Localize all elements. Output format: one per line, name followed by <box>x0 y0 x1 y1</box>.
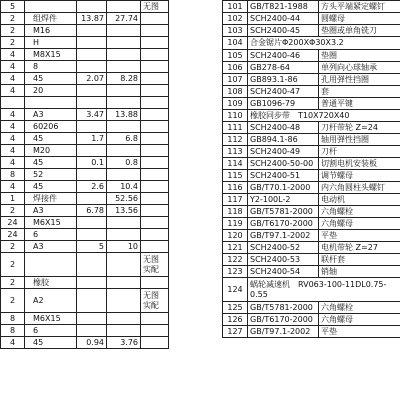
item-name-cell: 垫圈或单角铣刀 <box>319 25 400 37</box>
table-row <box>1 25 169 37</box>
table-cell: 8 <box>1 313 25 325</box>
item-name-cell: 孔用弹性挡圈 <box>319 74 400 86</box>
item-code-cell: GB894.1-86 <box>248 134 319 146</box>
item-number-cell: 113 <box>223 146 248 158</box>
item-number-cell: 112 <box>223 134 248 146</box>
table-cell <box>107 289 141 313</box>
table-cell <box>77 253 107 277</box>
table-cell: 2 <box>1 25 25 37</box>
table-cell: 2 <box>1 289 25 313</box>
item-code-cell: GB278-64 <box>248 62 319 74</box>
table-cell <box>77 37 107 49</box>
table-cell: 4 <box>1 121 25 133</box>
item-name-cell: 垫圈 <box>319 50 400 62</box>
table-cell <box>141 109 169 121</box>
table-cell: 24 <box>1 217 25 229</box>
table-row <box>1 229 169 241</box>
item-name-cell: 六角螺栓 <box>319 206 400 218</box>
table-cell: 2 <box>1 205 25 217</box>
table-cell: 5 <box>1 1 25 13</box>
table-cell: M6X15 <box>25 313 77 325</box>
table-cell: 27.74 <box>107 13 141 25</box>
table-row <box>1 1 169 13</box>
table-row <box>1 313 169 325</box>
table-cell: 1 <box>1 193 25 205</box>
table-cell: 10 <box>107 241 141 253</box>
table-row <box>223 122 400 134</box>
table-row <box>223 134 400 146</box>
item-name-cell: 六角螺栓 <box>319 302 400 314</box>
table-cell <box>141 25 169 37</box>
table-row <box>223 50 400 62</box>
table-row <box>223 326 400 338</box>
table-cell: 6 <box>25 229 77 241</box>
table-row <box>1 133 169 145</box>
table-cell <box>107 229 141 241</box>
table-row <box>1 13 169 25</box>
table-cell: 4 <box>1 337 25 349</box>
item-name-cell: 六角螺母 <box>319 218 400 230</box>
item-number-cell: 117 <box>223 194 248 206</box>
table-cell <box>141 277 169 289</box>
parts-list-table <box>222 0 400 338</box>
item-code-cell: GB/T821-1988 <box>248 1 319 13</box>
table-row <box>223 194 400 206</box>
item-code-cell: SCH2400-48 <box>248 122 319 134</box>
table-cell: 4 <box>1 181 25 193</box>
table-row <box>1 337 169 349</box>
item-name-cell: 电机带轮 Z=27 <box>319 242 400 254</box>
table-row <box>1 73 169 85</box>
table-cell: 2 <box>1 277 25 289</box>
item-code-cell: GB/T5781-2000 <box>248 302 319 314</box>
table-cell <box>77 325 107 337</box>
table-row <box>223 218 400 230</box>
item-code-cell: SCH2400-45 <box>248 25 319 37</box>
table-cell <box>1 97 25 109</box>
item-code-cell: GB1096-79 <box>248 98 319 110</box>
table-row <box>223 98 400 110</box>
table-row <box>1 205 169 217</box>
item-name-cell: 轴用弹性挡圈 <box>319 134 400 146</box>
item-number-cell: 121 <box>223 242 248 254</box>
table-row <box>223 62 400 74</box>
table-cell <box>107 145 141 157</box>
item-name-cell: 方头平端紧定螺钉 <box>319 1 400 13</box>
parts-weight-table <box>0 0 169 349</box>
item-number-cell: 123 <box>223 266 248 278</box>
table-cell: 45 <box>25 181 77 193</box>
item-code-cell: GB893.1-86 <box>248 74 319 86</box>
item-number-cell: 122 <box>223 254 248 266</box>
item-code-cell: SCH2400-54 <box>248 266 319 278</box>
table-cell <box>107 61 141 73</box>
table-cell <box>77 217 107 229</box>
item-number-cell: 125 <box>223 302 248 314</box>
table-cell: 组焊件 <box>25 13 77 25</box>
item-number-cell: 120 <box>223 230 248 242</box>
item-code-cell: GB/T97.1-2002 <box>248 230 319 242</box>
table-row <box>1 241 169 253</box>
item-name-cell: 六角螺母 <box>319 314 400 326</box>
table-cell: 3.76 <box>107 337 141 349</box>
table-cell <box>141 205 169 217</box>
table-cell <box>77 1 107 13</box>
table-cell <box>107 325 141 337</box>
table-cell: 2.6 <box>77 181 107 193</box>
table-cell: 焊接件 <box>25 193 77 205</box>
table-cell <box>141 313 169 325</box>
table-row <box>1 49 169 61</box>
table-cell <box>141 325 169 337</box>
table-cell: 4 <box>1 109 25 121</box>
table-cell: 45 <box>25 337 77 349</box>
table-cell <box>25 1 77 13</box>
item-name-cell: 电动机 <box>319 194 400 206</box>
item-code-cell: Y2-100L-2 <box>248 194 319 206</box>
item-number-cell: 116 <box>223 182 248 194</box>
table-cell: 13.88 <box>107 109 141 121</box>
table-cell: A2 <box>25 289 77 313</box>
item-code-cell: GB/T70.1-2000 <box>248 182 319 194</box>
table-cell: 6.8 <box>107 133 141 145</box>
table-row <box>1 85 169 97</box>
table-cell <box>141 61 169 73</box>
table-cell <box>141 49 169 61</box>
table-row <box>223 74 400 86</box>
table-cell <box>141 181 169 193</box>
table-cell <box>141 85 169 97</box>
table-cell: 5 <box>77 241 107 253</box>
item-code-cell: GB/T6170-2000 <box>248 314 319 326</box>
table-cell <box>141 193 169 205</box>
table-cell: 2.07 <box>77 73 107 85</box>
table-row <box>1 145 169 157</box>
table-cell: A3 <box>25 241 77 253</box>
table-cell <box>141 121 169 133</box>
table-row <box>223 266 400 278</box>
table-cell: 0.94 <box>77 337 107 349</box>
table-row <box>223 242 400 254</box>
table-cell: 8 <box>1 169 25 181</box>
table-cell <box>141 13 169 25</box>
table-cell: 4 <box>1 85 25 97</box>
table-row <box>1 169 169 181</box>
table-cell <box>107 97 141 109</box>
table-cell: A3 <box>25 109 77 121</box>
item-description-cell: 蜗轮减速机 RV063-100-11DL0.75-0.55 <box>248 278 400 302</box>
table-cell <box>77 121 107 133</box>
table-row <box>1 181 169 193</box>
item-name-cell: 单列向心球轴承 <box>319 62 400 74</box>
item-number-cell: 119 <box>223 218 248 230</box>
item-name-cell: 调节螺母 <box>319 170 400 182</box>
table-cell: 2 <box>1 13 25 25</box>
table-row <box>223 37 400 50</box>
item-number-cell: 118 <box>223 206 248 218</box>
item-name-cell: 刀杆 <box>319 146 400 158</box>
table-cell: 8 <box>1 325 25 337</box>
item-number-cell: 107 <box>223 74 248 86</box>
item-code-cell: GB/T5781-2000 <box>248 206 319 218</box>
table-cell <box>25 253 77 277</box>
table-row <box>1 121 169 133</box>
table-row <box>1 109 169 121</box>
table-cell: 45 <box>25 157 77 169</box>
item-code-cell: GB/T97.1-2002 <box>248 326 319 338</box>
table-cell: 52.56 <box>107 193 141 205</box>
item-name-cell: 销轴 <box>319 266 400 278</box>
table-cell <box>107 121 141 133</box>
item-number-cell: 110 <box>223 110 248 122</box>
table-cell <box>141 229 169 241</box>
item-number-cell: 114 <box>223 158 248 170</box>
table-row <box>1 97 169 109</box>
table-cell: 4 <box>1 49 25 61</box>
table-row <box>223 1 400 13</box>
item-name-cell: 平垫 <box>319 326 400 338</box>
table-cell: 60206 <box>25 121 77 133</box>
item-description-cell: 合金锯片Φ200XΦ30X3.2 <box>248 37 400 50</box>
table-cell: 4 <box>1 61 25 73</box>
item-number-cell: 109 <box>223 98 248 110</box>
item-number-cell: 104 <box>223 37 248 50</box>
table-row <box>1 61 169 73</box>
item-name-cell: 切割电机安装板 <box>319 158 400 170</box>
table-cell <box>141 97 169 109</box>
table-row <box>223 146 400 158</box>
item-code-cell: SCH2400-47 <box>248 86 319 98</box>
table-cell: 2 <box>1 37 25 49</box>
table-cell <box>77 85 107 97</box>
table-row <box>1 217 169 229</box>
table-cell <box>107 277 141 289</box>
table-cell: 3.47 <box>77 109 107 121</box>
table-row <box>223 206 400 218</box>
table-cell <box>141 133 169 145</box>
item-number-cell: 102 <box>223 13 248 25</box>
table-cell <box>141 217 169 229</box>
table-cell <box>77 97 107 109</box>
table-row <box>223 314 400 326</box>
table-cell <box>107 1 141 13</box>
item-code-cell: SCH2400-49 <box>248 146 319 158</box>
item-name-cell: 内六角圆柱头螺钉 <box>319 182 400 194</box>
item-number-cell: 101 <box>223 1 248 13</box>
table-cell: 4 <box>1 133 25 145</box>
table-cell <box>141 73 169 85</box>
item-description-cell: 橡胶同步带 T10X720X40 <box>248 110 400 122</box>
table-row <box>1 253 169 277</box>
table-cell <box>141 241 169 253</box>
item-code-cell: SCH2400-51 <box>248 170 319 182</box>
item-name-cell: 平垫 <box>319 230 400 242</box>
table-row <box>1 289 169 313</box>
item-name-cell: 普通平键 <box>319 98 400 110</box>
table-cell: 4 <box>1 145 25 157</box>
table-cell <box>107 85 141 97</box>
table-cell: 52 <box>25 169 77 181</box>
table-row <box>223 278 400 302</box>
table-row <box>223 25 400 37</box>
table-cell <box>77 25 107 37</box>
item-code-cell: GB/T6170-2000 <box>248 218 319 230</box>
item-number-cell: 106 <box>223 62 248 74</box>
table-cell: 0.8 <box>107 157 141 169</box>
table-cell <box>77 145 107 157</box>
table-cell: 橡胶 <box>25 277 77 289</box>
table-cell <box>141 157 169 169</box>
item-number-cell: 108 <box>223 86 248 98</box>
item-name-cell: 联杆套 <box>319 254 400 266</box>
table-cell <box>107 49 141 61</box>
item-number-cell: 126 <box>223 314 248 326</box>
table-cell: 无图 <box>141 1 169 13</box>
table-cell: M8X15 <box>25 49 77 61</box>
item-code-cell: SCH2400-44 <box>248 13 319 25</box>
table-cell <box>77 229 107 241</box>
table-cell <box>141 337 169 349</box>
table-row <box>1 277 169 289</box>
table-cell <box>107 217 141 229</box>
table-row <box>223 110 400 122</box>
item-code-cell: SCH2400-53 <box>248 254 319 266</box>
item-code-cell: SCH2400-52 <box>248 242 319 254</box>
table-cell: 8.28 <box>107 73 141 85</box>
table-row <box>223 158 400 170</box>
table-cell: 0.1 <box>77 157 107 169</box>
table-cell <box>107 25 141 37</box>
table-cell: 45 <box>25 73 77 85</box>
table-cell <box>141 145 169 157</box>
table-cell: 4 <box>1 73 25 85</box>
item-name-cell: 套 <box>319 86 400 98</box>
item-number-cell: 115 <box>223 170 248 182</box>
table-cell: 4 <box>1 157 25 169</box>
table-cell: 6.78 <box>77 205 107 217</box>
item-number-cell: 105 <box>223 50 248 62</box>
table-cell: 20 <box>25 85 77 97</box>
table-cell: 8 <box>25 61 77 73</box>
table-cell: 24 <box>1 229 25 241</box>
item-number-cell: 103 <box>223 25 248 37</box>
table-row <box>1 193 169 205</box>
table-row <box>223 254 400 266</box>
table-cell <box>25 97 77 109</box>
item-number-cell: 124 <box>223 278 248 302</box>
table-row <box>223 182 400 194</box>
table-cell <box>77 169 107 181</box>
item-name-cell: 刀杆带轮 Z=24 <box>319 122 400 134</box>
table-cell <box>107 253 141 277</box>
table-row <box>1 157 169 169</box>
item-number-cell: 127 <box>223 326 248 338</box>
table-row <box>1 37 169 49</box>
table-row <box>223 302 400 314</box>
table-cell <box>77 193 107 205</box>
table-cell: 无图 实配 <box>141 253 169 277</box>
table-cell: 无图 实配 <box>141 289 169 313</box>
table-cell: 13.56 <box>107 205 141 217</box>
item-number-cell: 111 <box>223 122 248 134</box>
table-cell: 13.87 <box>77 13 107 25</box>
table-cell <box>77 49 107 61</box>
table-cell <box>107 37 141 49</box>
table-cell: 45 <box>25 133 77 145</box>
table-cell: 10.4 <box>107 181 141 193</box>
table-cell <box>77 313 107 325</box>
item-code-cell: SCH2400-46 <box>248 50 319 62</box>
table-row <box>1 325 169 337</box>
table-cell: M20 <box>25 145 77 157</box>
table-row <box>223 170 400 182</box>
table-row <box>223 230 400 242</box>
table-cell: A3 <box>25 205 77 217</box>
table-row <box>223 86 400 98</box>
table-cell <box>77 289 107 313</box>
table-cell: 2 <box>1 253 25 277</box>
item-name-cell: 圆螺母 <box>319 13 400 25</box>
table-cell: 6 <box>25 325 77 337</box>
table-row <box>223 13 400 25</box>
table-cell <box>141 37 169 49</box>
table-cell: 1.7 <box>77 133 107 145</box>
table-cell <box>141 169 169 181</box>
table-cell: 2 <box>1 241 25 253</box>
item-code-cell: SCH2400-50-00 <box>248 158 319 170</box>
table-cell <box>107 313 141 325</box>
table-cell: H <box>25 37 77 49</box>
table-cell <box>77 277 107 289</box>
table-cell: M16 <box>25 25 77 37</box>
table-cell <box>77 61 107 73</box>
table-cell: M6X15 <box>25 217 77 229</box>
table-cell <box>107 169 141 181</box>
